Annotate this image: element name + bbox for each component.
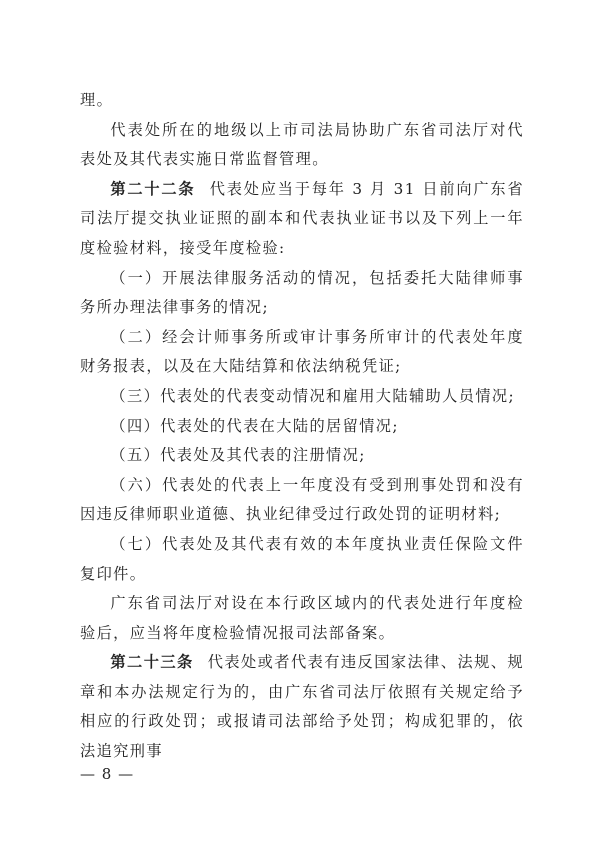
paragraph-text: （六）代表处的代表上一年度没有受到刑事处罚和没有因违反律师职业道德、执业纪律受过行政处罚的证明材料; <box>80 475 524 524</box>
paragraph-text: （四）代表处的代表在大陆的居留情况; <box>110 416 399 435</box>
paragraph-text: 理。 <box>80 91 114 109</box>
paragraph-text: （二）经会计师事务所或审计事务所审计的代表处年度财务报表，以及在大陆结算和依法纳税凭证; <box>80 327 524 376</box>
list-item-2 <box>80 323 524 382</box>
list-item-6 <box>80 471 524 530</box>
article-label: 第二十三条 <box>110 653 194 672</box>
list-item-4 <box>80 412 524 442</box>
document-body <box>80 86 524 767</box>
list-item-3 <box>80 382 524 412</box>
paragraph-text: （七）代表处及其代表有效的本年度执业责任保险文件复印件。 <box>80 534 524 583</box>
article-label: 第二十二条 <box>110 179 196 198</box>
paragraph-text: （五）代表处及其代表的注册情况; <box>110 446 366 465</box>
article-23 <box>80 648 524 766</box>
article-22 <box>80 175 524 264</box>
paragraph-text: （三）代表处的代表变动情况和雇用大陆辅助人员情况; <box>110 386 516 405</box>
paragraph-supervision <box>80 116 524 175</box>
list-item-7 <box>80 530 524 589</box>
paragraph-filing <box>80 589 524 648</box>
paragraph-text: 广东省司法厅对设在本行政区域内的代表处进行年度检验后，应当将年度检验情况报司法部备案。 <box>80 594 524 642</box>
paragraph-text: 代表处应当于每年 3 月 31 日前向广东省司法厅提交执业证照的副本和代表执业证书以及下列上一年度检验材料，接受年度检验: <box>80 179 524 257</box>
paragraph-text: （一）开展法律服务活动的情况，包括委托大陆律师事务所办理法律事务的情况; <box>80 268 524 317</box>
list-item-1 <box>80 264 524 323</box>
page-number: — 8 — <box>80 765 135 783</box>
paragraph-text: 代表处或者代表有违反国家法律、法规、规章和本办法规定行为的，由广东省司法厅依照有关规定给予相应的行政处罚；或报请司法部给予处罚；构成犯罪的，依法追究刑事 <box>80 653 524 761</box>
paragraph-continuation <box>80 86 524 116</box>
list-item-5 <box>80 441 524 471</box>
paragraph-text: 代表处所在的地级以上市司法局协助广东省司法厅对代表处及其代表实施日常监督管理。 <box>80 120 524 169</box>
